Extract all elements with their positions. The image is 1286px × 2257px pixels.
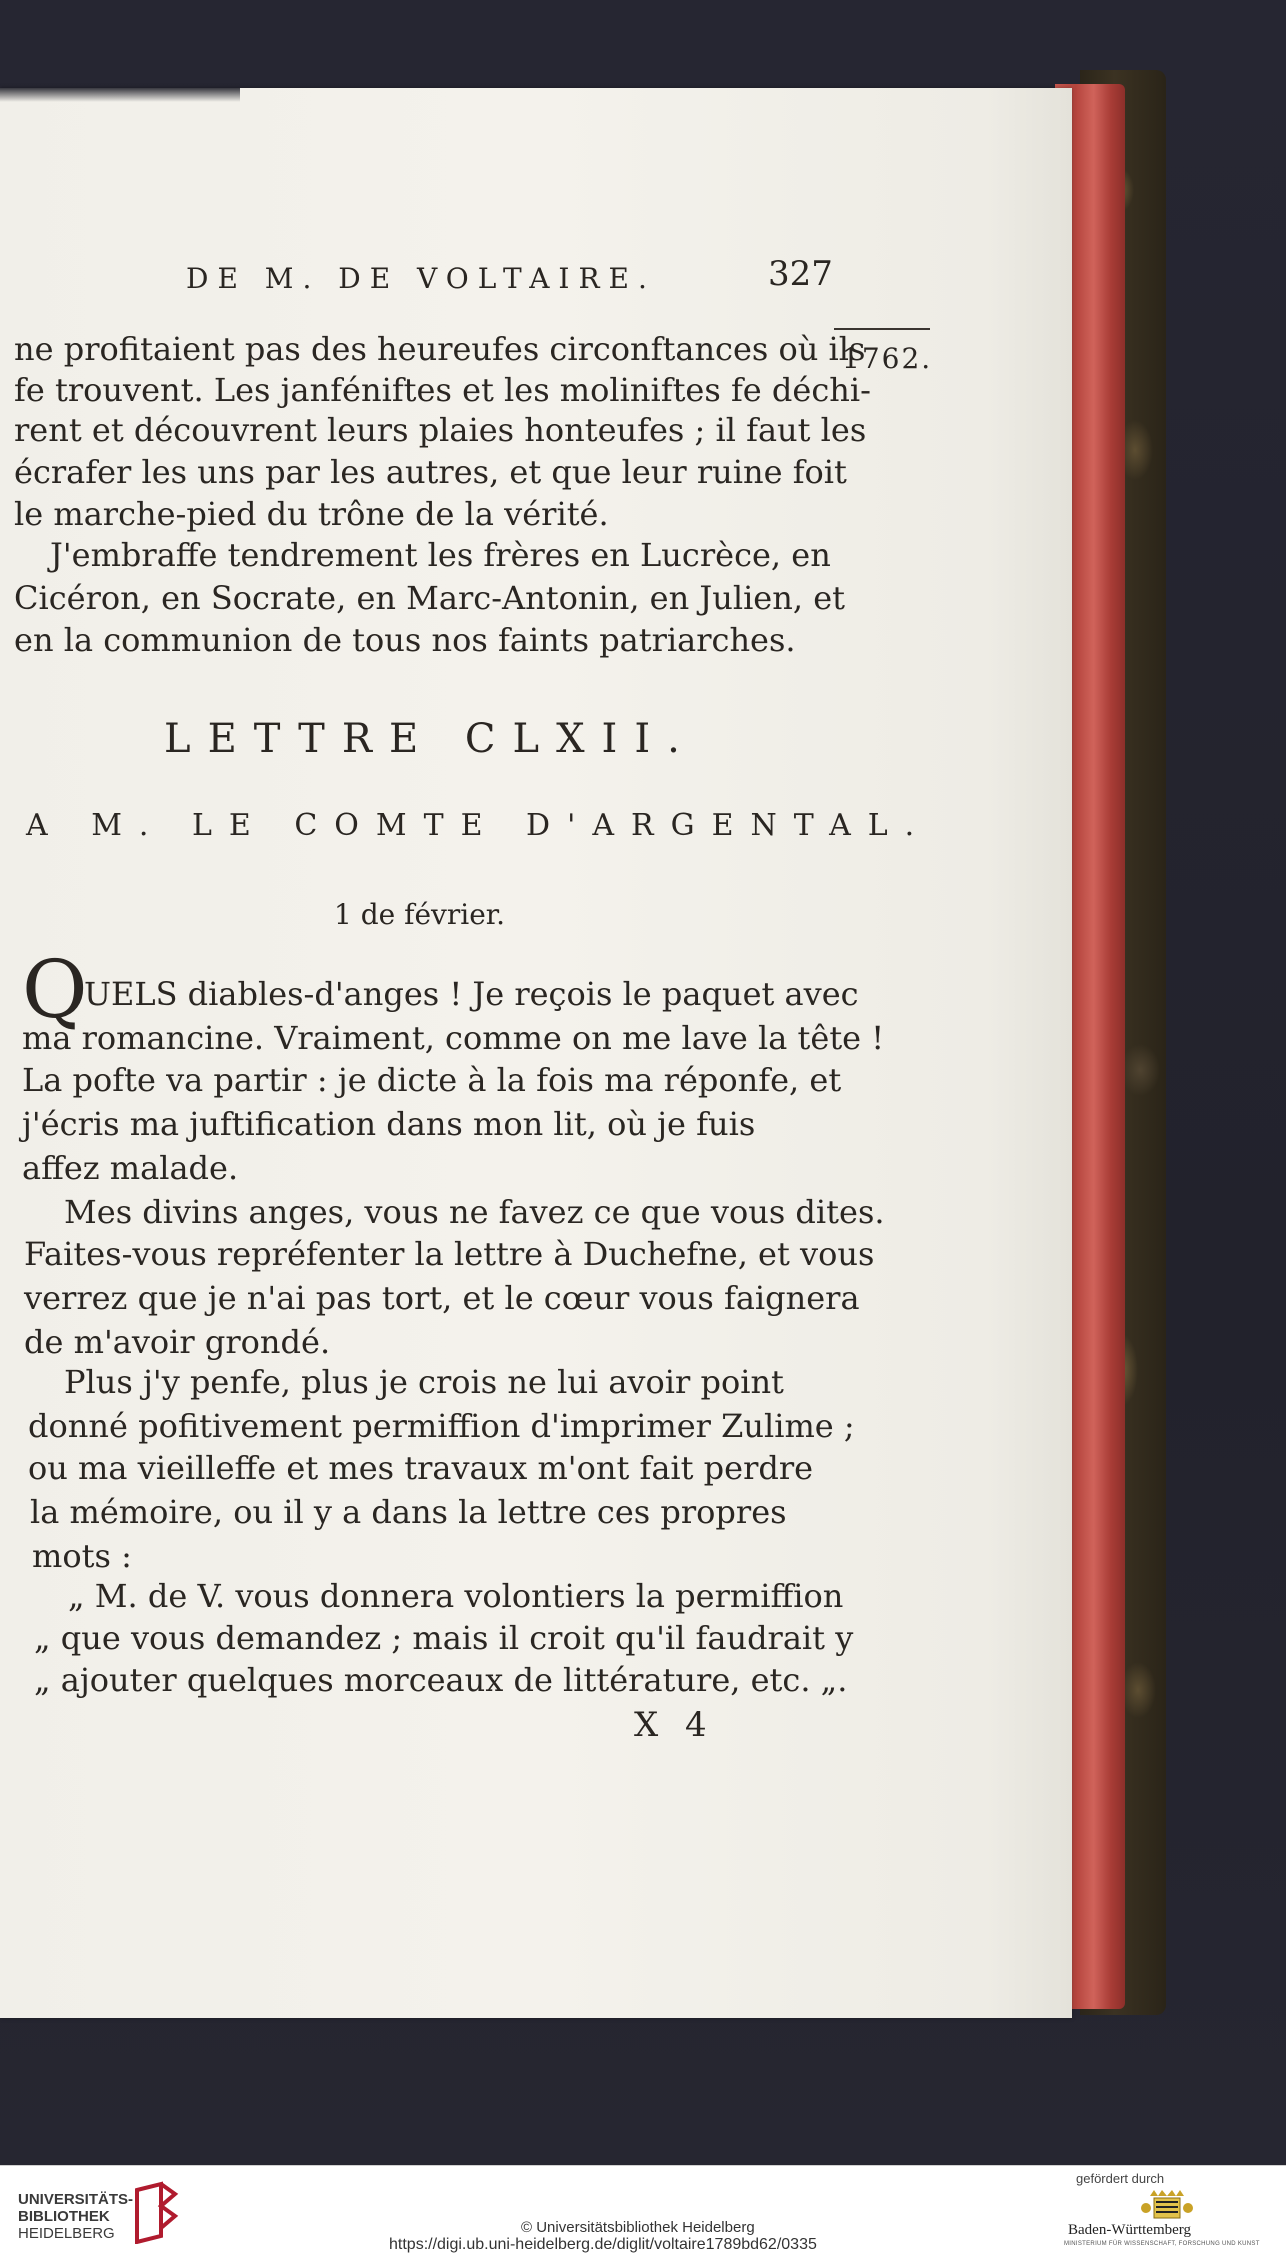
sponsor-subtitle: MINISTERIUM FÜR WISSENSCHAFT, FORSCHUNG UND KUNST xyxy=(1064,2241,1260,2247)
letter-line-9: de m'avoir grondé. xyxy=(24,1323,331,1361)
running-head: DE M. DE VOLTAIRE. xyxy=(186,262,656,295)
library-name[interactable] xyxy=(18,2191,133,2242)
letter-address: A M. LE COMTE D'ARGENTAL. xyxy=(26,808,932,843)
prev-line-4: écrafer les uns par les autres, et que leur ruine foit xyxy=(14,453,847,491)
sponsor-name: Baden-Württemberg xyxy=(1068,2222,1192,2238)
letter-line-5: affez malade. xyxy=(22,1149,239,1187)
letter-line-16: „ que vous demandez ; mais il croit qu'il faudrait y xyxy=(34,1619,854,1657)
letter-line-7: Faites-vous repréfenter la lettre à Duchefne, et vous xyxy=(24,1235,875,1273)
letter-line-17: „ ajouter quelques morceaux de littérature, etc. „. xyxy=(34,1661,848,1699)
letter-line-2: ma romancine. Vraiment, comme on me lave la tête ! xyxy=(22,1019,885,1057)
letter-line-15: „ M. de V. vous donnera volontiers la permiffion xyxy=(68,1577,844,1615)
prev-line-2: fe trouvent. Les janféniftes et les moliniftes fe déchi- xyxy=(14,371,871,409)
page-url-link[interactable]: https://digi.ub.uni-heidelberg.de/diglit/voltaire1789bd62/0335 xyxy=(389,2236,817,2253)
prev-line-7: Cicéron, en Socrate, en Marc-Antonin, en Julien, et xyxy=(14,579,845,617)
prev-line-3: rent et découvrent leurs plaies honteufes ; il faut les xyxy=(14,411,867,449)
prev-line-1: ne profitaient pas des heureufes circonftances où ils xyxy=(14,330,866,368)
funded-by-label: gefördert durch xyxy=(1076,2171,1165,2186)
library-line-3: HEIDELBERG xyxy=(18,2225,115,2242)
copyright-text: © Universitätsbibliothek Heidelberg xyxy=(521,2219,755,2236)
page-number: 327 xyxy=(768,254,833,294)
signature-mark: X 4 xyxy=(634,1705,715,1745)
letter-line-13: la mémoire, ou il y a dans la lettre ces propres xyxy=(30,1493,787,1531)
prev-line-8: en la communion de tous nos faints patriarches. xyxy=(14,621,796,659)
margin-year: 1762. xyxy=(842,342,933,375)
letter-line-4: j'écris ma juftification dans mon lit, où je fuis xyxy=(22,1105,756,1143)
letter-line-6: Mes divins anges, vous ne favez ce que vous dites. xyxy=(64,1193,885,1231)
letter-line-8: verrez que je n'ai pas tort, et le cœur vous faignera xyxy=(24,1279,860,1317)
prev-line-5: le marche-pied du trône de la vérité. xyxy=(14,495,609,533)
letter-line-11: donné pofitivement permiffion d'imprimer Zulime ; xyxy=(28,1407,855,1445)
prev-line-6: J'embraffe tendrement les frères en Lucrèce, en xyxy=(50,536,831,574)
letter-line-1: UELS diables-d'anges ! Je reçois le paquet avec xyxy=(84,975,859,1013)
letter-title: LETTRE CLXII. xyxy=(164,716,697,762)
letter-line-14: mots : xyxy=(32,1537,132,1575)
letter-date: 1 de février. xyxy=(334,898,505,931)
library-logo-icon[interactable] xyxy=(131,2180,179,2244)
page-shadow xyxy=(0,88,240,102)
library-line-1: UNIVERSITÄTS- xyxy=(18,2191,134,2208)
baden-wuerttemberg-crest-icon[interactable] xyxy=(1140,2188,1194,2222)
letter-line-3: La pofte va partir : je dicte à la fois ma réponfe, et xyxy=(22,1061,842,1099)
letter-line-12: ou ma vieilleffe et mes travaux m'ont fait perdre xyxy=(28,1449,814,1487)
library-line-2: BIBLIOTHEK xyxy=(18,2208,110,2225)
drop-cap: Q xyxy=(22,943,88,1036)
letter-line-10: Plus j'y penfe, plus je crois ne lui avoir point xyxy=(64,1363,784,1401)
